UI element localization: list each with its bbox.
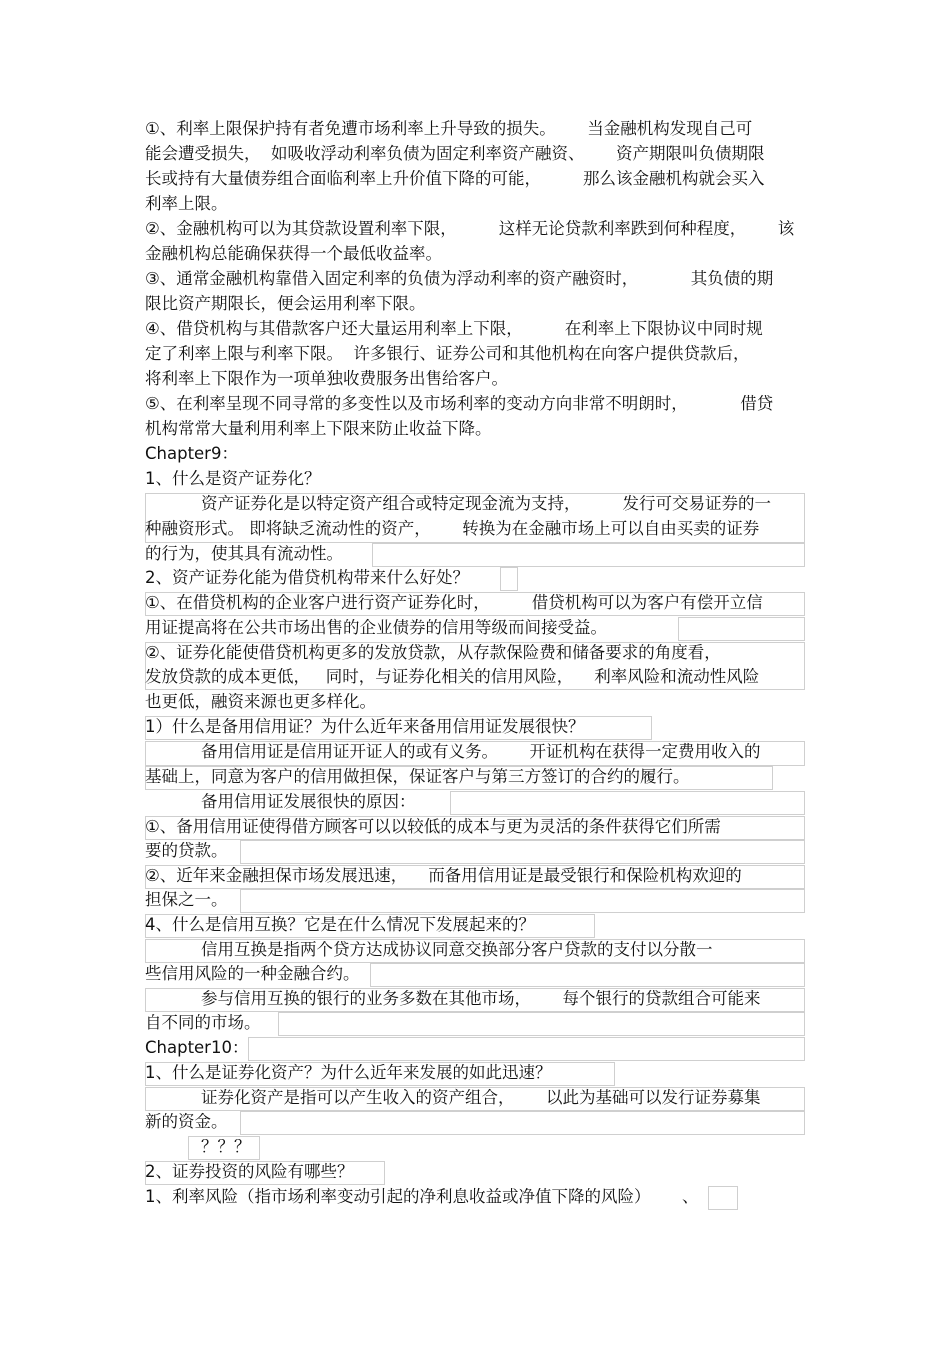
- text-line: ①、备用信用证使得借方顾客可以以较低的成本与更为灵活的条件获得它们所需: [145, 817, 721, 836]
- text-line: 的行为，使其具有流动性。: [145, 544, 343, 563]
- text-line: 自不同的市场。: [145, 1013, 261, 1032]
- layout-box: [678, 617, 805, 641]
- text-line: ③、通常金融机构靠借入固定利率的负债为浮动利率的资产融资时， 其负债的期: [145, 269, 774, 288]
- question-heading: 1、什么是资产证券化？: [145, 469, 321, 488]
- text-line: 种融资形式。 即将缺乏流动性的资产， 转换为在金融市场上可以自由买卖的证券: [145, 519, 760, 538]
- text-line: ②、金融机构可以为其贷款设置利率下限， 这样无论贷款利率跌到何种程度， 该: [145, 219, 795, 238]
- text-line: 新的资金。: [145, 1112, 228, 1131]
- layout-box: [372, 543, 805, 567]
- question-heading: 1）什么是备用信用证？为什么近年来备用信用证发展很快？: [145, 717, 585, 736]
- text-line: ⑤、在利率呈现不同寻常的多变性以及市场利率的变动方向非常不明朗时， 借贷: [145, 394, 774, 413]
- text-line: 能会遭受损失， 如吸收浮动利率负债为固定利率资产融资、 资产期限叫负债期限: [145, 144, 765, 163]
- question-heading: 1、什么是证券化资产？为什么近年来发展的如此迅速？: [145, 1063, 552, 1082]
- text-line: ①、在借贷机构的企业客户进行资产证券化时， 借贷机构可以为客户有偿开立信: [145, 593, 763, 612]
- text-line: 些信用风险的一种金融合约。: [145, 964, 360, 983]
- text-line: 信用互换是指两个贷方达成协议同意交换部分客户贷款的支付以分散一: [201, 940, 713, 959]
- layout-box: [278, 1012, 805, 1036]
- layout-box: [450, 791, 805, 815]
- chapter-heading: Chapter10：: [145, 1038, 249, 1057]
- layout-box: [240, 1111, 805, 1135]
- text-line: 也更低，融资来源也更多样化。: [145, 692, 376, 711]
- layout-box: [708, 1186, 738, 1210]
- text-line: 用证提高将在公共市场出售的企业债券的信用等级而间接受益。: [145, 618, 607, 637]
- layout-box: [248, 1037, 805, 1061]
- question-heading: 4、什么是信用互换？它是在什么情况下发展起来的？: [145, 915, 535, 934]
- chapter-heading: Chapter9：: [145, 444, 238, 463]
- text-line: 机构常常大量利用利率上下限来防止收益下降。: [145, 419, 492, 438]
- text-line: 基础上，同意为客户的信用做担保，保证客户与第三方签订的合约的履行。: [145, 767, 690, 786]
- text-line: 发放贷款的成本更低， 同时，与证券化相关的信用风险， 利率风险和流动性风险: [145, 667, 760, 686]
- text-line: 1、利率风险（指市场利率变动引起的净利息收益或净值下降的风险） 、: [145, 1187, 699, 1206]
- text-line: 担保之一。: [145, 890, 228, 909]
- layout-box: [240, 889, 805, 913]
- text-line: 将利率上下限作为一项单独收费服务出售给客户。: [145, 369, 508, 388]
- text-line: ①、利率上限保护持有者免遭市场利率上升导致的损失。 当金融机构发现自己可: [145, 119, 753, 138]
- text-line: 备用信用证是信用证开证人的或有义务。 开证机构在获得一定费用收入的: [201, 742, 761, 761]
- text-line: 定了利率上限与利率下限。 许多银行、证券公司和其他机构在向客户提供贷款后，: [145, 344, 750, 363]
- text-line: ②、证券化能使借贷机构更多的发放贷款，从存款保险费和储备要求的角度看，: [145, 643, 721, 662]
- text-line: ④、借贷机构与其借款客户还大量运用利率上下限， 在利率上下限协议中同时规: [145, 319, 763, 338]
- text-line: ②、近年来金融担保市场发展迅速， 而备用信用证是最受银行和保险机构欢迎的: [145, 866, 742, 885]
- text-line: 证券化资产是指可以产生收入的资产组合， 以此为基础可以发行证券募集: [201, 1088, 761, 1107]
- text-line: 参与信用互换的银行的业务多数在其他市场， 每个银行的贷款组合可能来: [201, 989, 761, 1008]
- text-line: 金融机构总能确保获得一个最低收益率。: [145, 244, 442, 263]
- layout-box: [370, 963, 805, 987]
- question-heading: 2、资产证券化能为借贷机构带来什么好处？: [145, 568, 469, 587]
- layout-box: [500, 567, 518, 591]
- text-line: 备用信用证发展很快的原因：: [201, 792, 416, 811]
- text-line: 利率上限。: [145, 194, 228, 213]
- question-heading: 2、证券投资的风险有哪些？: [145, 1162, 354, 1181]
- text-line: 资产证券化是以特定资产组合或特定现金流为支持， 发行可交易证券的一: [201, 494, 771, 513]
- layout-box: [240, 840, 805, 864]
- text-line: 限比资产期限长，便会运用利率下限。: [145, 294, 426, 313]
- text-line: 长或持有大量债券组合面临利率上升价值下降的可能， 那么该金融机构就会买入: [145, 169, 765, 188]
- text-line: 要的贷款。: [145, 841, 228, 860]
- text-line: ？？？: [201, 1137, 251, 1156]
